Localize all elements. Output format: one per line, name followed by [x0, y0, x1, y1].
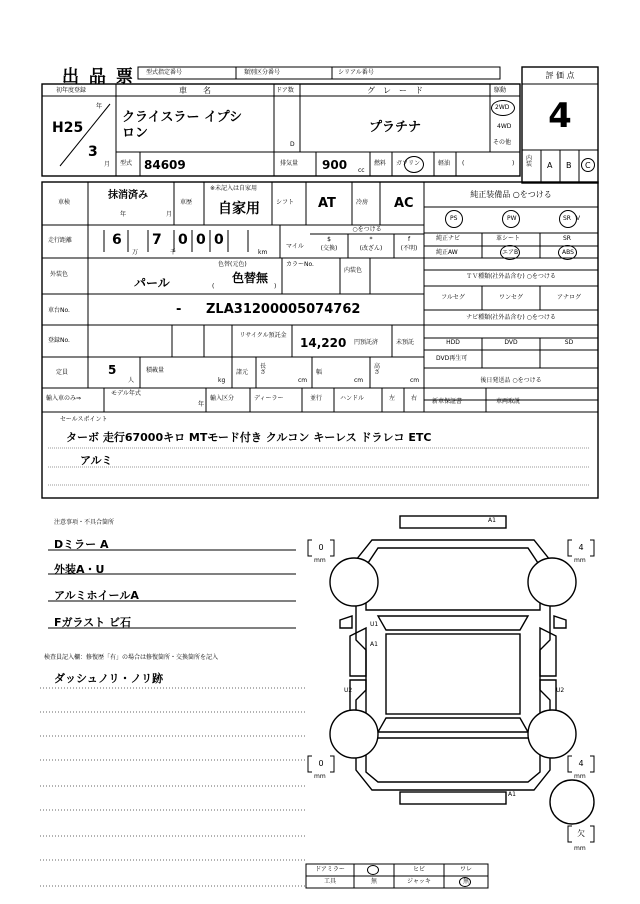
fuel-label: 燃料	[374, 160, 387, 167]
interior-circle-mark	[581, 158, 595, 172]
car-name-line2: ロン	[122, 126, 149, 141]
legend-jack-value: 無	[462, 878, 469, 885]
displacement-label: 排気量	[280, 160, 299, 167]
chassis-dash: -	[176, 302, 182, 317]
paren-open: (	[462, 160, 465, 167]
man-unit: 万	[132, 249, 139, 256]
tire-fr-value: 4	[578, 543, 584, 552]
rating-label: 評 価 点	[545, 71, 575, 80]
warranty: 新車保証書	[432, 398, 463, 405]
airbag: エアB	[502, 249, 519, 256]
opt-unknown-sym: f	[407, 236, 411, 243]
parallel: 並行	[310, 395, 323, 402]
equip-pw: PW	[507, 215, 517, 222]
history-value: 自家用	[218, 201, 260, 217]
cm-2: cm	[354, 377, 364, 384]
mileage-digit-4: 0	[196, 232, 206, 248]
mark-bumper-rear: A1	[508, 791, 516, 798]
sr-option: SR	[563, 235, 571, 242]
color-change-value: 色替無	[232, 271, 269, 285]
color-paren-close: )	[274, 283, 277, 290]
recycle-status: 円預託済	[354, 339, 379, 346]
car-diagram	[330, 516, 594, 824]
mile-label: マイル	[286, 243, 304, 250]
fuel-light-oil: 軽油	[438, 160, 451, 167]
year-unit: 年	[96, 103, 103, 110]
legend-crack: ヒビ	[412, 866, 425, 873]
recycle-value: 14,220	[300, 336, 347, 350]
dealer: ディーラー	[254, 395, 284, 402]
tire-fl-unit: mm	[314, 557, 326, 564]
height-label: 高さ	[374, 363, 381, 376]
opt-tamper-sym: *	[369, 236, 373, 243]
km-unit: km	[258, 249, 268, 256]
interior-label: 内装	[526, 155, 533, 168]
manual: 車両取説	[496, 398, 521, 405]
color-no-label: カラーNo.	[286, 261, 314, 268]
tire-fl-value: 0	[318, 543, 324, 552]
fuel-gasoline: ガソリン	[396, 160, 421, 167]
first-reg-month: 3	[88, 144, 98, 160]
mark-u1: U1	[370, 621, 379, 628]
insp-month-unit: 月	[166, 211, 173, 218]
tire-rl-value: 0	[318, 759, 324, 768]
tire-rr-unit: mm	[574, 773, 586, 780]
capacity-value: 5	[108, 363, 117, 377]
shift-value: AT	[318, 196, 336, 211]
equip-pw-circle	[502, 210, 520, 228]
load-label: 積載量	[146, 367, 165, 374]
grade-value: プラチナ	[368, 120, 421, 135]
handle-right: 右	[411, 395, 418, 402]
tire-fr-unit: mm	[574, 557, 586, 564]
inspector-line1: ダッシュノリ・ノリ跡	[54, 672, 164, 685]
ac-label: 冷房	[356, 199, 369, 206]
model-year-label: モデル年式	[111, 390, 141, 397]
note-1: Dミラー A	[54, 538, 109, 551]
note-2: 外装A・U	[54, 563, 105, 576]
model-label: 型式	[120, 160, 133, 167]
sen-unit: 千	[170, 249, 177, 256]
mileage-digit-5: 0	[214, 232, 224, 248]
model-value: 84609	[144, 158, 186, 172]
drive-label: 駆動	[494, 87, 507, 94]
import-class: 輸入区分	[210, 395, 235, 402]
mark-a1-left: A1	[370, 641, 378, 648]
color-value: パール	[134, 276, 170, 290]
mark-u2-left: U2	[344, 687, 353, 694]
mark-bumper-front: A1	[488, 517, 496, 524]
legend-tools: 工具	[323, 878, 336, 885]
aw-genuine: 純正AW	[436, 249, 458, 256]
tire-spare-unit: mm	[574, 845, 586, 852]
fuel-circle-mark	[404, 156, 424, 173]
circle-note: ○をつける	[352, 226, 382, 233]
inspection-label: 車検	[58, 199, 71, 206]
width-label: 幅	[316, 369, 323, 376]
equip-ps-circle	[445, 210, 463, 228]
airbag-circle	[500, 245, 520, 260]
tire-spare-value: 欠	[577, 829, 585, 838]
mileage-digit-3: 0	[178, 232, 188, 248]
handle: ハンドル	[340, 395, 365, 402]
opt-unknown: (不明)	[400, 245, 418, 252]
first-reg-label: 初年度登録	[56, 87, 87, 94]
sales-label: セールスポイント	[60, 416, 108, 423]
drive-4wd: 4WD	[497, 123, 512, 130]
ac-value: AC	[394, 196, 414, 211]
drive-2wd: 2WD	[495, 104, 510, 111]
shift-label: シフト	[276, 199, 295, 206]
color-paren-open: (	[212, 283, 215, 290]
legend-break: ワレ	[459, 866, 472, 873]
page-title: 出 品 票	[62, 67, 135, 87]
interior-color-label: 内装色	[344, 267, 363, 274]
notes-label: 注意事項・不具合箇所	[54, 519, 115, 526]
equip-v: V	[576, 215, 581, 222]
opt-tamper: (改ざん)	[359, 245, 383, 252]
legend-tools-value: 無	[370, 878, 377, 885]
paren-close: )	[512, 160, 515, 167]
cm-3: cm	[410, 377, 420, 384]
class-number-label: 類別区分番号	[244, 69, 281, 76]
opt-exchange-sym: $	[327, 236, 331, 243]
inspection-value: 抹消済み	[108, 190, 148, 201]
navi-dvd: DVD	[504, 339, 518, 346]
car-name-line1: クライスラー イプシ	[122, 110, 243, 125]
interior-b: B	[566, 161, 572, 170]
color-label: 外装色	[50, 271, 69, 278]
recycle-status2: 未預託	[396, 339, 415, 346]
drive-circle-mark	[491, 100, 515, 116]
tire-rr-value: 4	[578, 759, 584, 768]
type-number-label: 型式指定番号	[146, 69, 183, 76]
history-note: ※未記入は自家用	[210, 185, 258, 192]
sales-line2: アルミ	[80, 454, 113, 467]
import-year-unit: 年	[198, 401, 205, 408]
navi-sd: SD	[564, 339, 574, 346]
legend-jack: ジャッキ	[407, 878, 431, 885]
drive-other: その他	[493, 139, 512, 146]
car-name-label: 車 名	[179, 86, 211, 95]
abs-circle	[558, 245, 577, 260]
interior-a: A	[547, 161, 553, 170]
insp-year-unit: 年	[120, 211, 127, 218]
mark-u2-right: U2	[556, 687, 565, 694]
grade-label: グ レ ー ド	[367, 86, 423, 95]
legend-mirror-circle	[367, 865, 379, 875]
equip-sr: SR	[563, 215, 571, 222]
navi-hdd: HDD	[446, 339, 460, 346]
nav-genuine: 純正ナビ	[436, 235, 461, 242]
kg-unit: kg	[218, 377, 226, 384]
tire-rl-unit: mm	[314, 773, 326, 780]
sales-line1: ターボ 走行67000キロ MTモード付き クルコン キーレス ドラレコ ETC	[66, 431, 432, 444]
tv-oneseg: ワンセグ	[498, 294, 523, 301]
note-3: アルミホイールA	[54, 589, 139, 602]
legend-jack-circle	[459, 877, 471, 887]
cm-1: cm	[298, 377, 308, 384]
month-unit: 月	[104, 161, 111, 168]
doors-label: ドア数	[276, 87, 294, 94]
opt-exchange: (交換)	[320, 245, 338, 252]
navi-label: ナビ種類(社外品含む) ○をつける	[466, 314, 556, 321]
history-label: 車歴	[180, 199, 193, 206]
first-reg-year: H25	[52, 120, 84, 136]
mileage-digit-1: 6	[112, 232, 122, 248]
handle-left: 左	[389, 395, 396, 402]
equip-sr-circle	[559, 210, 577, 228]
inspector-label: 検査員記入欄：修復歴「有」の場合は修復箇所・交換箇所を記入	[44, 654, 219, 661]
dvd-playback: DVD再生可	[436, 355, 468, 362]
doors-value: D	[290, 141, 295, 148]
serial-number-label: シリアル番号	[338, 69, 374, 76]
recycle-label: リサイクル預託金	[239, 332, 287, 339]
abs: ABS	[562, 249, 574, 256]
chassis-value: ZLA31200005074762	[206, 302, 361, 317]
interior-c: C	[585, 161, 591, 170]
legend-door-mirror: ドアミラー	[315, 866, 345, 873]
leather-seat: 革シート	[496, 235, 521, 242]
tv-analog: アナログ	[556, 294, 581, 301]
tv-label: ＴＶ種類(社外品含む) ○をつける	[466, 273, 556, 280]
capacity-label: 定員	[56, 369, 69, 376]
person-unit: 人	[128, 377, 135, 384]
length-label: 長さ	[260, 363, 267, 376]
equip-ps: PS	[450, 215, 458, 222]
later-label: 後日発送品 ○をつける	[480, 377, 542, 384]
mileage-digit-2: 7	[152, 232, 162, 248]
cc-unit: cc	[358, 167, 365, 174]
equip-label: 純正装備品 ○をつける	[470, 190, 552, 199]
dims-label: 諸元	[236, 369, 249, 376]
import-label: 輸入車のみ⇒	[46, 395, 82, 402]
displacement-value: 900	[322, 158, 348, 172]
rating-value: 4	[548, 96, 572, 136]
note-4: Fガラスト ビ石	[54, 616, 132, 629]
chassis-label: 車台No.	[48, 307, 70, 314]
reg-no-label: 登録No.	[48, 337, 70, 344]
color-change-label: 色替(元色)	[218, 261, 247, 268]
tv-fullseg: フルセグ	[441, 294, 465, 301]
mileage-label: 走行距離	[48, 237, 73, 244]
